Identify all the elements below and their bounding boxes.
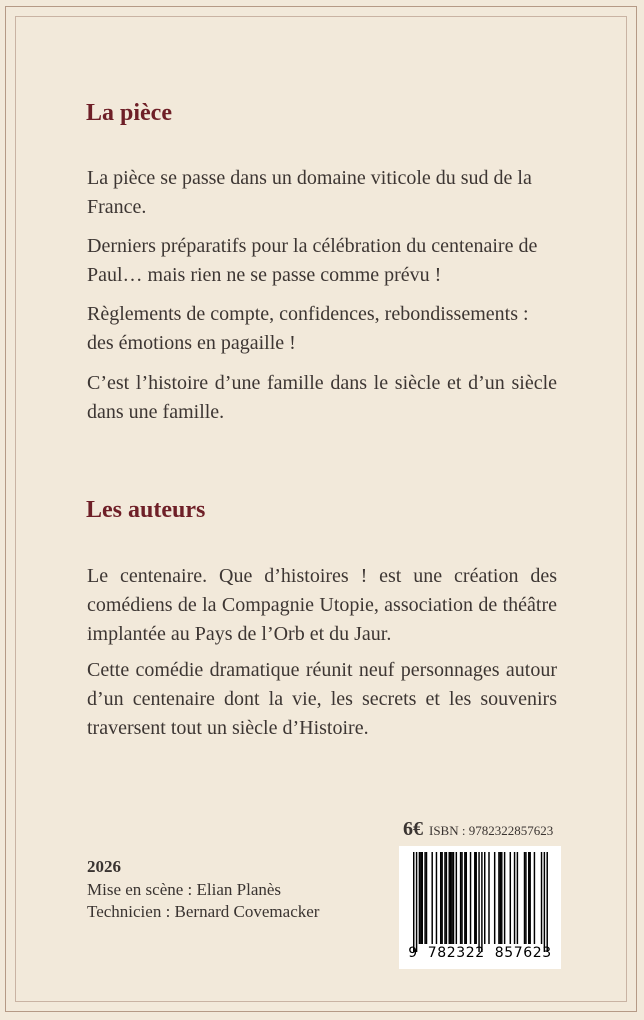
auteurs-paragraph-2: Cette comédie dramatique réunit neuf personnages autour d’un centenaire dont la vie, les secrets et les souvenirs traversent tout un siècle d’Histoire. [87, 659, 557, 739]
barcode-bar [525, 852, 526, 944]
director-credit: Mise en scène : Elian Planès [87, 879, 282, 899]
barcode-bar [474, 852, 475, 944]
barcode-bar [529, 852, 530, 944]
barcode-bar [524, 852, 525, 944]
barcode-bar [444, 852, 445, 944]
barcode-bar [416, 852, 417, 952]
barcode-digits [399, 945, 561, 961]
barcode-bar [413, 852, 414, 952]
barcode-bar [475, 852, 476, 944]
price-isbn-line [403, 818, 553, 841]
barcode-bar [488, 852, 489, 944]
barcode-bar [460, 852, 461, 944]
barcode-digits-right: 857623 [494, 945, 552, 961]
barcode-bar [456, 852, 457, 944]
credits-block [87, 856, 319, 924]
barcode-digits-left: 782322 [427, 945, 485, 961]
barcode-bar [422, 852, 423, 944]
barcode-bar [546, 852, 547, 952]
barcode-bar [419, 852, 420, 944]
barcode-bar [431, 852, 432, 944]
barcode-bar [436, 852, 437, 944]
isbn-text: ISBN : 9782322857623 [429, 823, 554, 838]
price: 6€ [403, 818, 423, 840]
auteurs-paragraph-1: Le centenaire. Que d’histoires ! est une création des comédiens de la Compagnie Utopie, association de théâtre implantée au Pays de l’Orb et du Jaur. [87, 565, 557, 645]
section-title-auteurs: Les auteurs [86, 497, 206, 523]
barcode-bar [544, 852, 545, 952]
barcode-bar [446, 852, 447, 944]
barcode-bar [517, 852, 518, 944]
barcode-bar [464, 852, 465, 944]
barcode-bar [450, 852, 451, 944]
barcode-bar [494, 852, 495, 944]
barcode-bar [461, 852, 462, 944]
barcode-bar [466, 852, 467, 944]
barcode-bar [501, 852, 502, 944]
barcode-bar [424, 852, 425, 944]
barcode [399, 846, 561, 969]
barcode-bar [451, 852, 452, 944]
barcode-bar [470, 852, 471, 944]
barcode-bar [426, 852, 427, 944]
barcode-bar [528, 852, 529, 944]
technician-credit: Technicien : Bernard Covemacker [87, 902, 320, 921]
barcode-bar [440, 852, 441, 944]
barcode-bar [453, 852, 454, 944]
barcode-bar [514, 852, 515, 944]
barcode-bar [478, 852, 479, 952]
piece-paragraph-1: La pièce se passe dans un domaine viticole du sud de la France. [87, 167, 532, 218]
barcode-bar [484, 852, 485, 944]
piece-paragraph-4: C’est l’histoire d’une famille dans le siècle et d’un siècle dans une famille. [87, 372, 557, 423]
barcode-bar [441, 852, 442, 944]
publication-year: 2026 [87, 857, 121, 876]
barcode-bar [500, 852, 501, 944]
barcode-bar [504, 852, 505, 944]
barcode-bar [510, 852, 511, 944]
barcode-bar [449, 852, 450, 944]
barcode-digit-first: 9 [408, 945, 418, 961]
barcode-bar [541, 852, 542, 944]
barcode-bar [420, 852, 421, 944]
section-title-piece: La pièce [86, 100, 172, 126]
barcode-bar [534, 852, 535, 944]
piece-paragraph-2: Derniers préparatifs pour la célébration du centenaire de Paul… mais rien ne se passe comme prévu ! [87, 235, 538, 286]
barcode-bar [498, 852, 499, 944]
piece-paragraph-3: Règlements de compte, confidences, rebondissements : des émotions en pagaille ! [87, 303, 529, 354]
barcode-bar [481, 852, 482, 952]
